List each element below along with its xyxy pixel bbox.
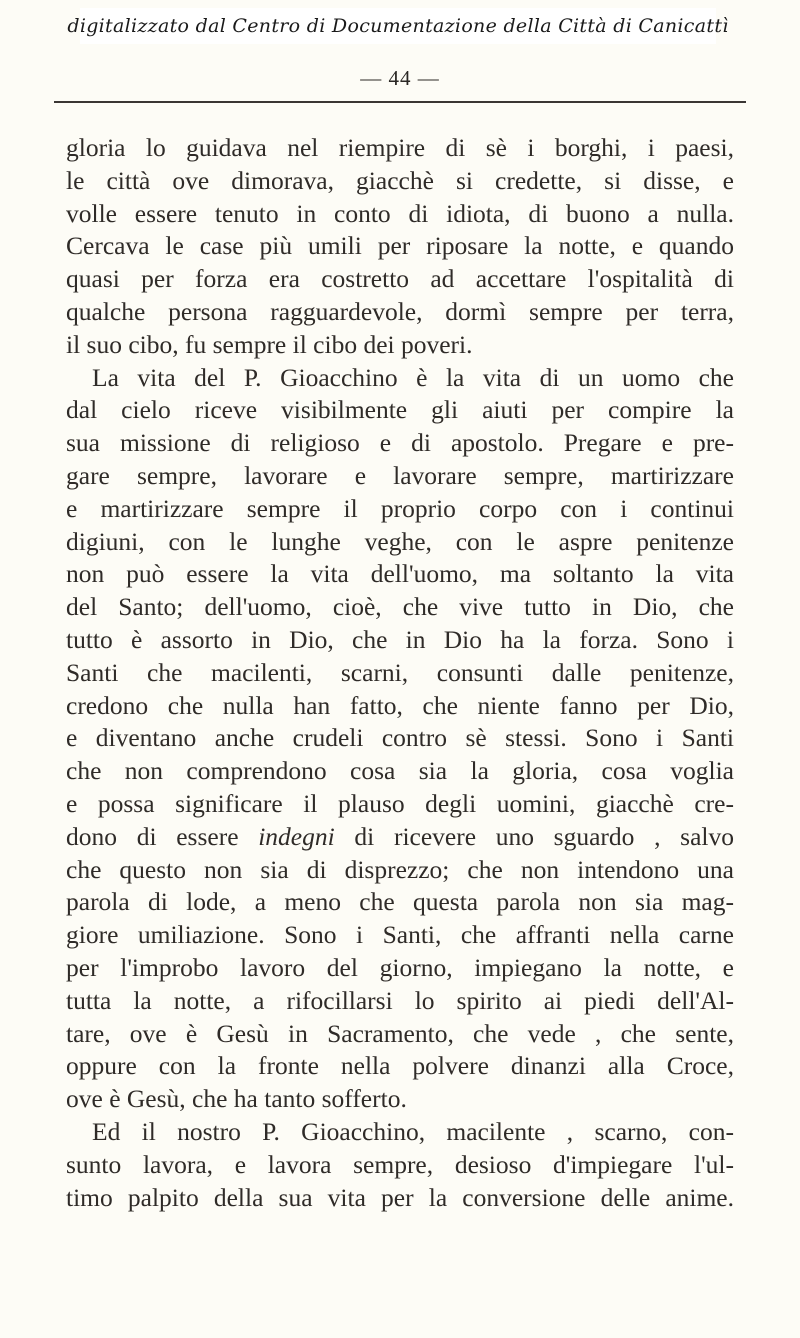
text-line: del Santo; dell'uomo, cioè, che vive tutto in Dio, che [66,592,734,622]
text-segment: dono di essere [66,821,239,851]
text-line: giore umiliazione. Sono i Santi, che affranti nella carne [66,920,734,950]
text-line: volle essere tenuto in conto di idiota, di buono a nulla. [66,198,734,228]
text-line: sunto lavora, e lavora sempre, desioso d'impiegare l'ul- [66,1149,734,1179]
text-line: che non comprendono cosa sia la gloria, cosa voglia [66,756,734,786]
text-line: sua missione di religioso e di apostolo. Pregare e pre- [66,428,734,458]
text-line: Santi che macilenti, scarni, consunti dalle penitenze, [66,657,734,687]
text-line: ove è Gesù, che ha tanto sofferto. [66,1084,407,1114]
text-line: qualche persona ragguardevole, dormì sempre per terra, [66,296,734,326]
text-line: gloria lo guidava nel riempire di sè i borghi, i paesi, [66,133,734,162]
text-line: non può essere la vita dell'uomo, ma soltanto la vita [66,559,734,589]
digitization-watermark: digitalizzato dal Centro di Documentazione della Città di Canicattì [80,8,716,44]
text-line: oppure con la fronte nella polvere dinanzi alla Croce, [66,1051,734,1081]
text-line: gare sempre, lavorare e lavorare sempre, martirizzare [66,460,734,490]
text-line: credono che nulla han fatto, che niente fanno per Dio, [66,690,734,720]
text-line: parola di lode, a meno che questa parola non sia mag- [66,887,734,917]
page-number: — 44 — [360,66,440,90]
text-line: tare, ove è Gesù in Sacramento, che vede , che sente, [66,1018,734,1048]
text-line: tutto è assorto in Dio, che in Dio ha la forza. Sono i [66,624,734,654]
text-line: La vita del P. Gioacchino è la vita di un uomo che [92,362,734,392]
text-line-with-italic [66,821,734,854]
text-segment: di ricevere uno sguardo , salvo [354,821,734,851]
text-line: digiuni, con le lunghe veghe, con le aspre penitenze [66,526,734,556]
text-line: quasi per forza era costretto ad accettare l'ospitalità di [66,264,734,294]
text-line: per l'improbo lavoro del giorno, impiegano la notte, e [66,952,734,982]
italic-word: indegni [258,821,335,851]
text-line: Ed il nostro P. Gioacchino, macilente , scarno, con- [92,1116,734,1146]
text-line: Cercava le case più umili per riposare la notte, e quando [66,231,734,261]
page-body [66,132,734,1214]
header-rule [54,101,746,103]
text-line: e diventano anche crudeli contro sè stessi. Sono i Santi [66,723,734,753]
text-line: le città ove dimorava, giacchè si credette, si disse, e [66,165,734,195]
text-line: tutta la notte, a rifocillarsi lo spirito ai piedi dell'Al- [66,985,734,1015]
text-line: timo palpito della sua vita per la conversione delle anime. [66,1182,734,1212]
text-line: e martirizzare sempre il proprio corpo con i continui [66,493,734,523]
text-line: che questo non sia di disprezzo; che non intendono una [66,854,734,884]
text-line: e possa significare il plauso degli uomini, giacchè cre- [66,788,734,818]
text-line: il suo cibo, fu sempre il cibo dei poveri. [66,329,473,359]
text-line: dal cielo riceve visibilmente gli aiuti per compire la [66,395,734,425]
